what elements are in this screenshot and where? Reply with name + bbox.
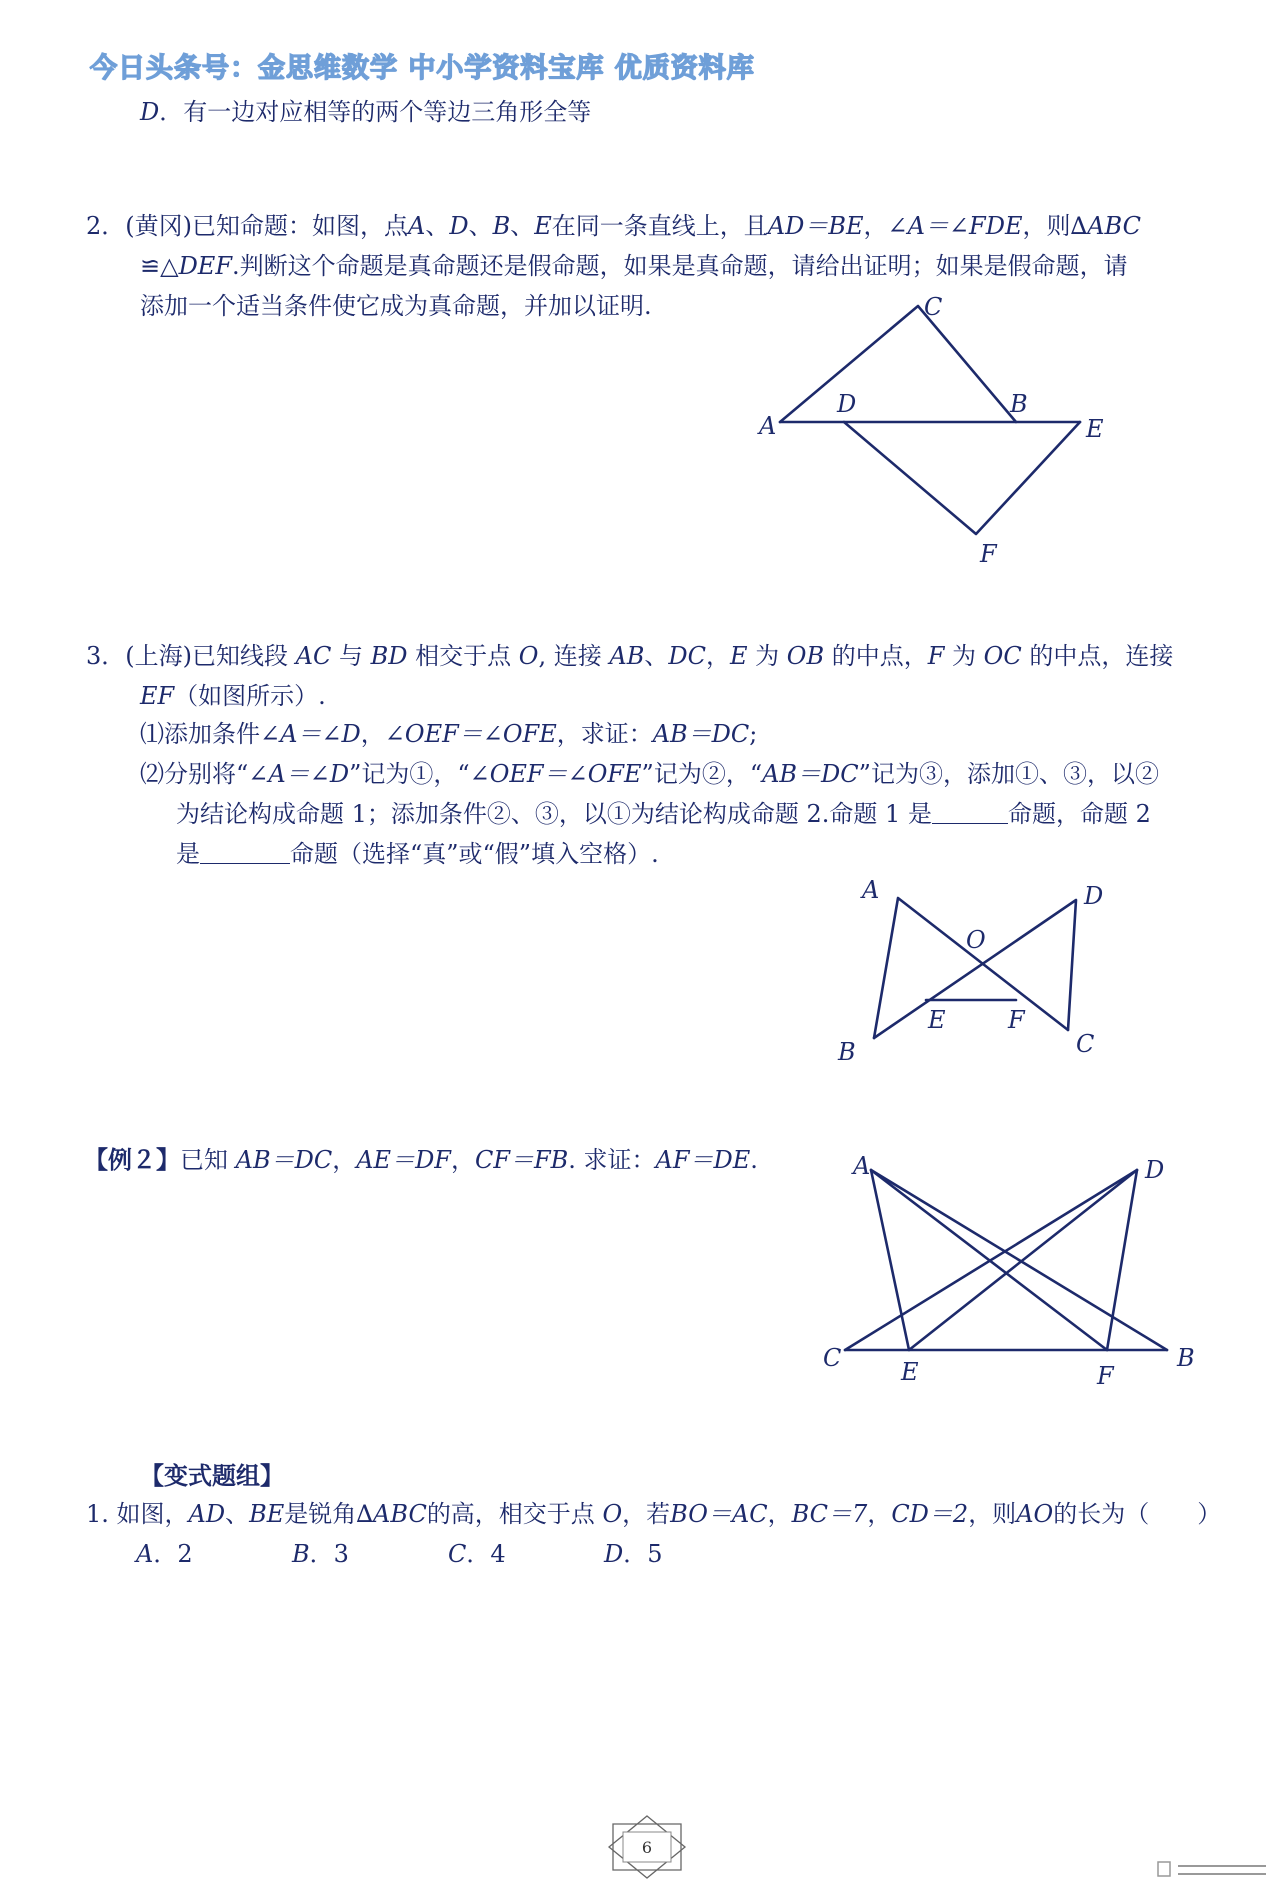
variant-group-title: 【变式题组】 — [140, 1461, 284, 1490]
label-a: A — [759, 412, 777, 440]
option-text: ．有一边对应相等的两个等边三角形全等 — [159, 98, 592, 126]
option-letter: D — [140, 98, 160, 126]
label-o: O — [966, 926, 986, 954]
segment-d-f-e — [844, 422, 1080, 534]
figure-q2 — [740, 290, 1120, 580]
figure-example-2 — [815, 1150, 1215, 1390]
q2-line1: 2．(黄冈)已知命题：如图，点A、D、B、E在同一条直线上，且AD＝BE，∠A＝∠FDE，则∆ABC — [86, 212, 1142, 240]
q3-part1: ⑴添加条件∠A＝∠D，∠OEF＝∠OFE，求证：AB＝DC; — [140, 720, 758, 748]
q3-line2: EF（如图所示）. — [140, 682, 326, 710]
example-2: 【例２】已知 AB＝DC，AE＝DF，CF＝FB. 求证：AF＝DE. — [84, 1145, 758, 1174]
label-c: C — [924, 293, 943, 321]
label-d: D — [1084, 882, 1104, 910]
page-number-badge — [605, 1814, 689, 1880]
variant-q1-option-b: B．3 — [292, 1540, 349, 1568]
label-d: D — [837, 390, 857, 418]
q3-line1: 3．(上海)已知线段 AC 与 BD 相交于点 O, 连接 AB、DC，E 为 OB 的中点，F 为 OC 的中点，连接 — [86, 642, 1174, 670]
label-e: E — [928, 1006, 946, 1034]
scan-edge-marks — [1150, 1860, 1270, 1880]
segment-a-c-b — [780, 306, 1016, 422]
q3-part2-line2: 为结论构成命题 1；添加条件②、③，以①为结论构成命题 2.命题 1 是 命题，命题 2 — [176, 794, 1151, 834]
page-header-watermark: 今日头条号：金思维数学 中小学资料宝库 优质资料库 — [90, 53, 755, 84]
label-b: B — [838, 1038, 856, 1066]
segment-b-d-c — [874, 900, 1076, 1038]
q1-option-d — [140, 92, 591, 132]
page-number: 6 — [641, 1838, 653, 1857]
label-a: A — [862, 876, 880, 904]
answer-blank-2[interactable] — [200, 837, 290, 864]
figure-q3 — [820, 876, 1140, 1080]
q3-part2-line3: 是 命题（选择“真”或“假”填入空格）. — [176, 834, 659, 874]
label-f: F — [1008, 1006, 1025, 1034]
q3-part2-line1: ⑵分别将“∠A＝∠D”记为①，“∠OEF＝∠OFE”记为②，“AB＝DC”记为③，添加①、③，以② — [140, 760, 1159, 788]
q2-line2: ≌△DEF.判断这个命题是真命题还是假命题，如果是真命题，请给出证明；如果是假命题，请 — [140, 252, 1128, 280]
label-e: E — [901, 1358, 919, 1386]
label-b: B — [1177, 1344, 1195, 1372]
label-c: C — [1076, 1030, 1095, 1058]
variant-q1: 1. 如图，AD、BE是锐角∆ABC的高，相交于点 O，若BO＝AC，BC＝7，CD＝2，则AO的长为（ ） — [86, 1500, 1222, 1528]
variant-q1-option-a: A．2 — [136, 1540, 193, 1568]
label-d: D — [1145, 1156, 1165, 1184]
answer-blank-1[interactable] — [932, 797, 1008, 824]
label-a: A — [853, 1152, 871, 1180]
label-c: C — [823, 1344, 842, 1372]
segment-d-e — [909, 1170, 1137, 1350]
variant-q1-option-d: D．5 — [604, 1540, 663, 1568]
label-f: F — [980, 540, 997, 568]
label-f: F — [1097, 1362, 1114, 1390]
label-e: E — [1086, 415, 1104, 443]
q2-line3: 添加一个适当条件使它成为真命题，并加以证明. — [140, 292, 652, 320]
label-b: B — [1010, 390, 1028, 418]
variant-q1-option-c: C．4 — [448, 1540, 506, 1568]
